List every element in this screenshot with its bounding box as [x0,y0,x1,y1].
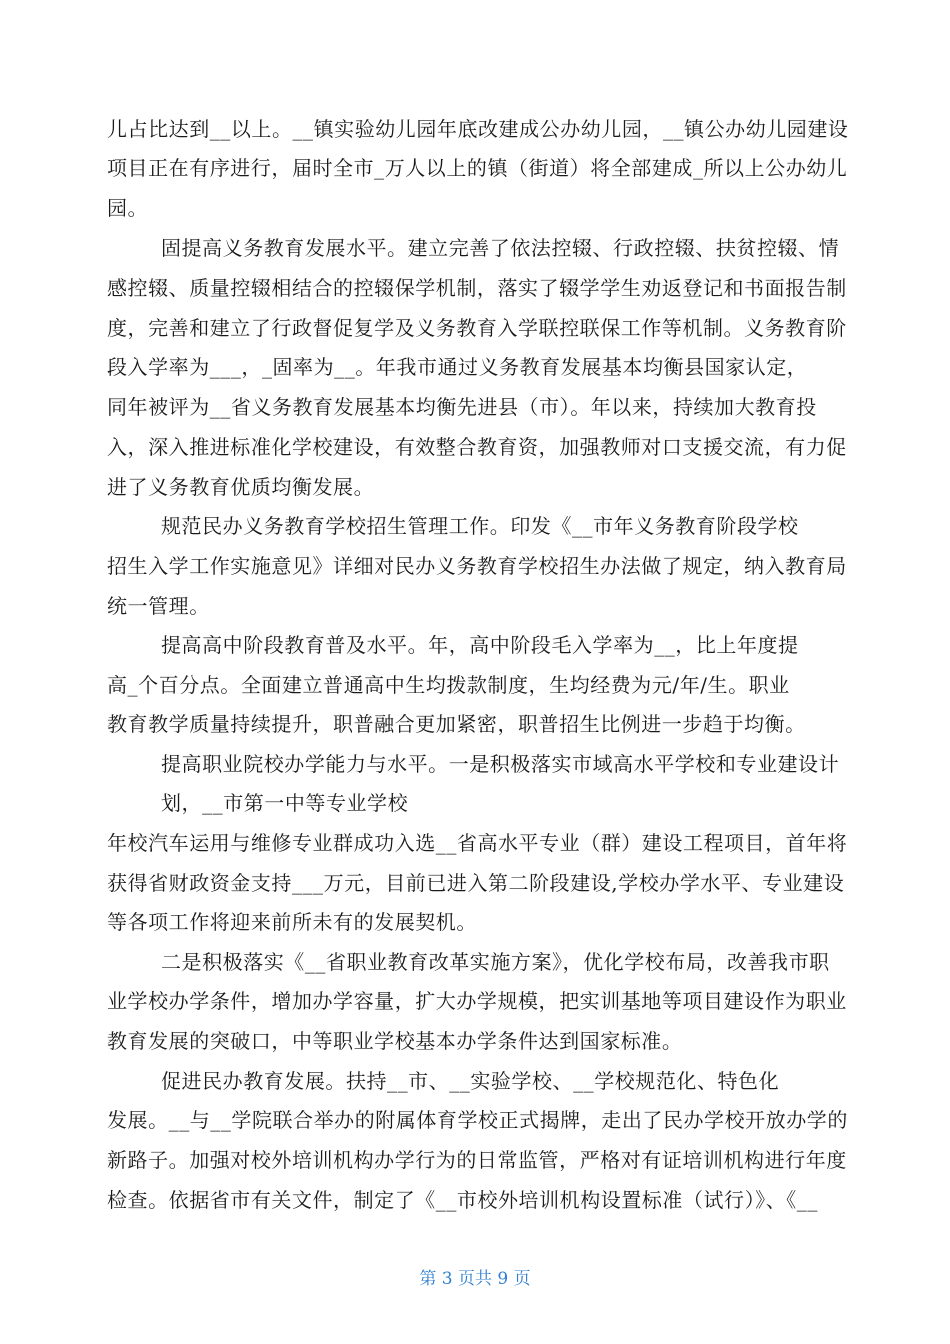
text-line: 统一管理。 [107,594,210,618]
text-line: 同年被评为__省义务教育发展基本均衡先进县（市）。年以来，持续加大教育投 [107,395,817,419]
text-line: 新路子。加强对校外培训机构办学行为的日常监管，严格对有证培训机构进行年度 [107,1148,847,1172]
paragraph-start-line: 提高职业院校办学能力与水平。一是积极落实市域高水平学校和专业建设计 [161,752,840,776]
paragraph-start-line: 提高高中阶段教育普及水平。年，高中阶段毛入学率为__，比上年度提 [161,633,799,657]
text-line: 检查。依据省市有关文件，制定了《__市校外培训机构设置标准（试行）》、《__ [107,1188,818,1212]
text-line: 划，__市第一中等专业学校 [161,791,409,815]
text-line: 获得省财政资金支持___万元，目前已进入第二阶段建设,学校办学水平、专业建设 [107,871,845,895]
text-line: 发展。__与__学院联合举办的附属体育学校正式揭牌，走出了民办学校开放办学的 [107,1108,848,1132]
text-line: 高_个百分点。全面建立普通高中生均拨款制度，生均经费为元/年/生。职业 [107,673,790,697]
paragraph-start-line: 规范民办义务教育学校招生管理工作。印发《__市年义务教育阶段学校 [161,514,799,538]
text-line: 段入学率为___，_固率为__。年我市通过义务教育发展基本均衡县国家认定， [107,355,808,379]
text-line: 入，深入推进标准化学校建设，有效整合教育资，加强教师对口支援交流，有力促 [107,435,847,459]
text-line: 等各项工作将迎来前所未有的发展契机。 [107,910,477,934]
page-number-footer: 第 3 页共 9 页 [419,1269,531,1289]
text-line: 项目正在有序进行，届时全市_万人以上的镇（街道）将全部建成_所以上公办幼儿 [107,156,848,180]
text-line: 年校汽车运用与维修专业群成功入选__省高水平专业（群）建设工程项目，首年将 [107,831,848,855]
paragraph-start-line: 固提高义务教育发展水平。建立完善了依法控辍、行政控辍、扶贫控辍、情 [161,236,840,260]
text-line: 感控辍、质量控辍相结合的控辍保学机制，落实了辍学学生劝返登记和书面报告制 [107,276,847,300]
text-line: 业学校办学条件，增加办学容量，扩大办学规模，把实训基地等项目建设作为职业 [107,989,847,1013]
text-line: 园。 [107,196,149,220]
text-line: 教育教学质量持续提升，职普融合更加紧密，职普招生比例进一步趋于均衡。 [107,712,806,736]
text-line: 度，完善和建立了行政督促复学及义务教育入学联控联保工作等机制。义务教育阶 [107,316,847,340]
text-line: 招生入学工作实施意见》详细对民办义务教育学校招生办法做了规定，纳入教育局 [107,554,847,578]
paragraph-start-line: 二是积极落实《__省职业教育改革实施方案》，优化学校布局，改善我市职 [161,950,830,974]
text-line: 儿占比达到__以上。__镇实验幼儿园年底改建成公办幼儿园，__镇公办幼儿园建设 [107,117,849,141]
paragraph-start-line: 促进民办教育发展。扶持__市、__实验学校、__学校规范化、特色化 [161,1069,780,1093]
text-line: 进了义务教育优质均衡发展。 [107,475,375,499]
text-line: 教育发展的突破口，中等职业学校基本办学条件达到国家标准。 [107,1029,683,1053]
